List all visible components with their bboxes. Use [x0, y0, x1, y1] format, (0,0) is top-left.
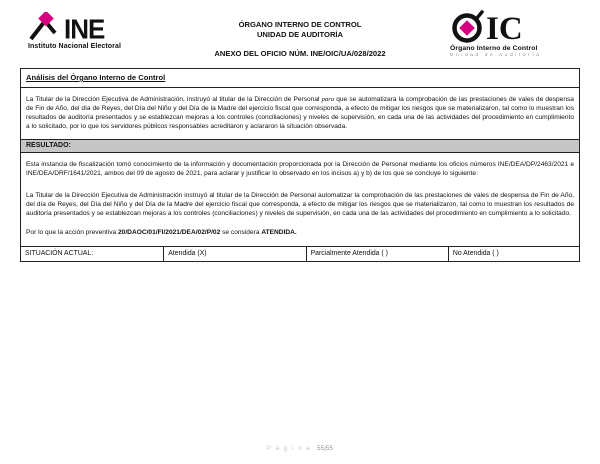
ine-acronym: INE [64, 13, 105, 45]
oic-emblem-icon [450, 8, 550, 44]
page-header [28, 8, 572, 66]
ine-emblem-icon [28, 12, 62, 40]
analysis-paragraph-emphasis: para [321, 96, 335, 103]
resultado-label: RESULTADO: [26, 142, 71, 149]
situacion-table [21, 246, 579, 261]
analysis-paragraph-pre: La Titular de la Dirección Ejecutiva de Administración, instruyó al titular de la Dirección de Personal [26, 96, 322, 103]
resultado-bar [21, 139, 579, 152]
ine-mark [28, 12, 105, 45]
analysis-paragraph-post: que se automatizara la comprobación de las prestaciones de vales de despensa de Fin de Año, del día de Reyes, del Día del Niño y del Día de la Madre del ejercicio fiscal que corresponda, a efecto de mitigar los riesgos que se materializaron, tal como lo muestran los resultados de auditoría presentados y se establezcan mejoras a los controles (conciliaciones) y niveles de supervisión, en cada una de las actividades del procedimiento en cumplimiento a lo solicitado, por lo que los servidores públicos responsables acreditaron y aclararon la situación observada. [26, 96, 574, 130]
ine-caption: Instituto Nacional Electoral [28, 43, 122, 50]
svg-text:IC: IC [486, 11, 523, 44]
situacion-option-parcialmente: Parcialmente Atendida ( ) [306, 247, 448, 261]
situacion-option-atendida: Atendida (X) [163, 247, 305, 261]
result-paragraph-1: Esta instancia de fiscalización tomó conocimiento de la información y documentación proporcionada por la Dirección de Personal mediante los oficios números INE/DEA/DP/2463/2021 e INE/DEA/DRF/1641/2021, ambos del 09 de agosto de 2021, para aclarar y justificar lo observado en los incisos a) y b) de los que se concluye lo siguiente: [26, 161, 574, 177]
oic-caption: Órgano Interno de Control [450, 45, 538, 52]
ine-logo [28, 8, 168, 50]
header-org-line1: ÓRGANO INTERNO DE CONTROL [238, 20, 362, 29]
analysis-title: Análisis del Órgano Interno de Control [26, 73, 166, 82]
action-code: 20/DAOC/01/FI/2021/DEA/02/P/02 [118, 229, 221, 236]
oic-logo [432, 8, 572, 58]
footer-page-label: P á g i n a [266, 446, 312, 452]
analysis-box [20, 68, 580, 262]
situacion-label-cell: SITUACIÓN ACTUAL: [25, 250, 94, 257]
footer-page-numbers: 55|55 [317, 446, 334, 452]
result-section [21, 152, 579, 246]
header-org-line2: UNIDAD DE AUDITORÍA [256, 30, 344, 39]
page-footer [0, 446, 600, 452]
result-paragraph-2: La Titular de la Dirección Ejecutiva de Administración instruyó al titular de la Dirección de Personal automatizar la comprobación de las prestaciones de vales de despensa de Fin de Año, del día de Reyes, del Día del Niño y del Día de la Madre del ejercicio fiscal que corresponda, a efecto de mitigar los riesgos que se materializaron, tal como lo muestran los resultados de auditoría presentados y se establezcan mejoras a los controles (conciliaciones) y niveles de supervisión, en cada una de las actividades del procedimiento en cumplimiento a lo solicitado. [26, 192, 574, 217]
conclusion-line [26, 228, 574, 237]
conclusion-pre: Por lo que la acción preventiva [26, 229, 119, 236]
header-anexo-line: ANEXO DEL OFICIO NÚM. INE/OIC/UA/028/2022 [214, 49, 386, 58]
oic-subcaption: Unidad de Auditoría [450, 53, 542, 58]
header-center [168, 8, 432, 58]
status-atendida: ATENDIDA. [261, 229, 297, 236]
analysis-paragraph [21, 87, 579, 139]
situacion-option-no-atendida: No Atendida ( ) [448, 247, 579, 261]
conclusion-mid: se considera [220, 229, 262, 236]
